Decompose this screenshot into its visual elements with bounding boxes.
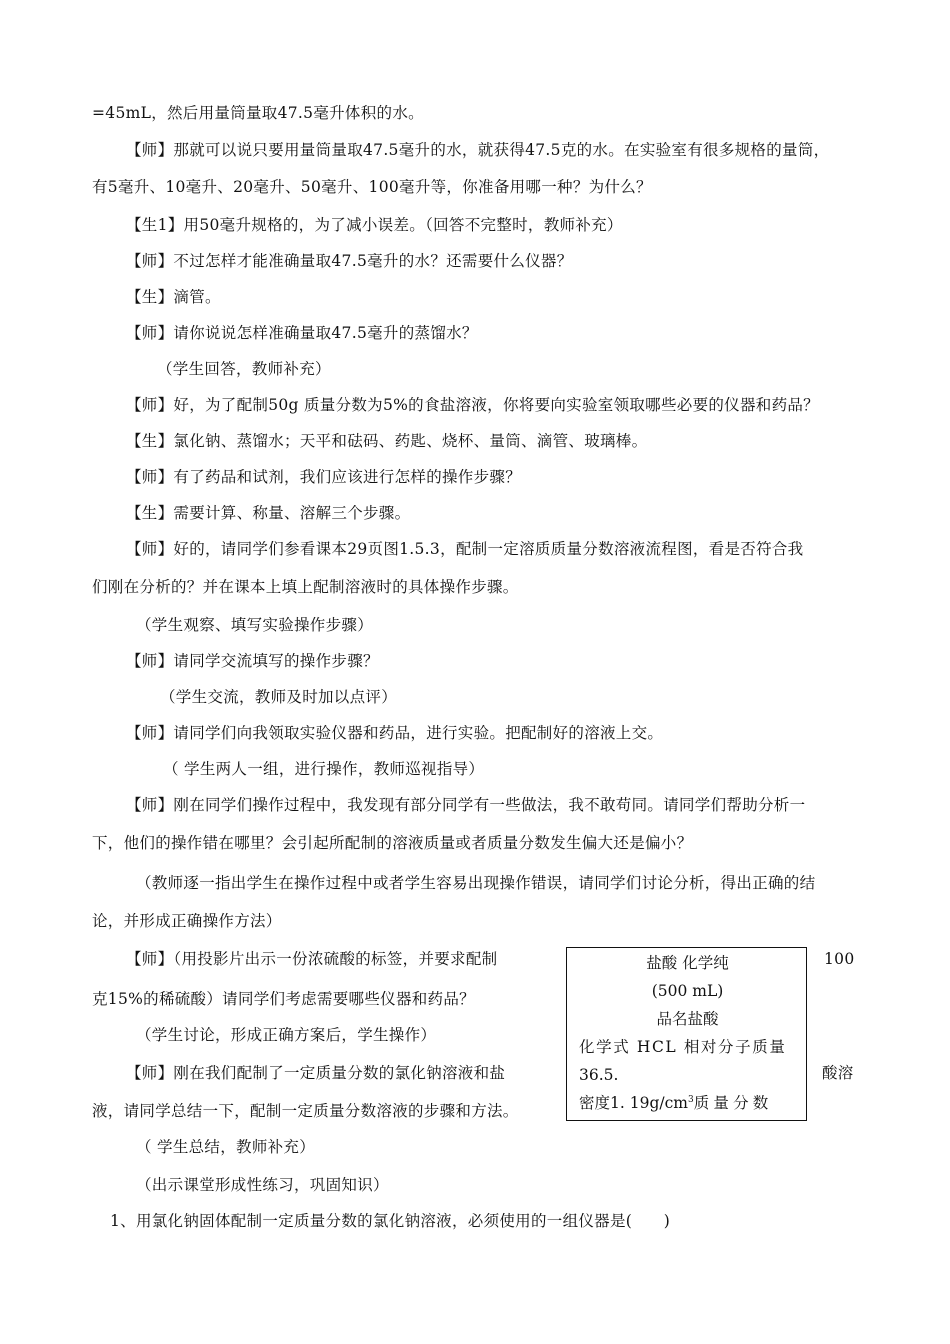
text-line: 下，他们的操作错在哪里？会引起所配制的溶液质量或者质量分数发生偏大还是偏小？ — [92, 834, 693, 852]
label-line: 36.5. — [579, 1066, 619, 1084]
label-line: (500 mL) — [651, 982, 724, 1000]
text-line: 克15%的稀硫酸）请同学们考虑需要哪些仪器和药品？ — [92, 990, 475, 1008]
text-line: 【师】请你说说怎样准确量取47.5毫升的蒸馏水？ — [126, 324, 478, 342]
text-line: 【生】需要计算、称量、溶解三个步骤。 — [126, 504, 411, 522]
text-line: 【师】好，为了配制50g 质量分数为5%的食盐溶液，你将要向实验室领取哪些必要的仪器和药品？ — [126, 396, 819, 414]
density-superscript: 3 — [687, 1094, 694, 1105]
text-line: 【师】刚在同学们操作过程中，我发现有部分同学有一些做法，我不敢苟同。请同学们帮助分析一 — [126, 796, 806, 814]
text-line: 【师】好的，请同学们参看课本29页图1.5.3，配制一定溶质质量分数溶液流程图，看是否符合我 — [126, 540, 804, 558]
mass-fraction-text: 质量分数 — [693, 1094, 773, 1112]
text-line: 【师】请同学交流填写的操作步骤？ — [126, 652, 379, 670]
text-line: 【师】有了药品和试剂，我们应该进行怎样的操作步骤？ — [126, 468, 522, 486]
text-line: （学生讨论，形成正确方案后，学生操作） — [136, 1026, 437, 1044]
text-line: 【师】请同学们向我领取实验仪器和药品，进行实验。把配制好的溶液上交。 — [126, 724, 664, 742]
label-line: 化学式 HCL 相对分子质量 — [579, 1038, 787, 1056]
text-line: （教师逐一指出学生在操作过程中或者学生容易出现操作错误，请同学们讨论分析，得出正确的结 — [136, 874, 816, 892]
density-text: 密度1. 19g/cm — [579, 1094, 688, 1112]
label-line: 品名盐酸 — [656, 1010, 719, 1028]
text-line: 酸溶 — [822, 1064, 854, 1082]
label-line — [579, 1093, 773, 1113]
text-line: 【生1】用50毫升规格的，为了减小误差。（回答不完整时，教师补充） — [126, 216, 623, 234]
text-line: 【师】刚在我们配制了一定质量分数的氯化钠溶液和盐 — [126, 1064, 506, 1082]
text-line: （学生回答，教师补充） — [157, 360, 331, 378]
text-line: 有5毫升、10毫升、20毫升、50毫升、100毫升等，你准备用哪一种？为什么？ — [92, 178, 652, 196]
text-line: 们刚在分析的？并在课本上填上配制溶液时的具体操作步骤。 — [92, 578, 519, 596]
text-line: 论，并形成正确操作方法） — [92, 912, 282, 930]
text-line: 【师】（用投影片出示一份浓硫酸的标签，并要求配制 — [126, 950, 498, 968]
text-line: （学生观察、填写实验操作步骤） — [136, 616, 374, 634]
text-line: （学生交流，教师及时加以点评） — [160, 688, 398, 706]
text-line: 【师】那就可以说只要用量筒量取47.5毫升的水，就获得47.5克的水。在实验室有很多规格的量筒， — [126, 141, 830, 159]
text-line: =45mL，然后用量筒量取47.5毫升体积的水。 — [92, 104, 424, 122]
text-line: 【生】滴管。 — [126, 288, 221, 306]
text-line: 【生】氯化钠、蒸馏水；天平和砝码、药匙、烧杯、量筒、滴管、玻璃棒。 — [126, 432, 648, 450]
reagent-label-box — [566, 947, 807, 1121]
label-line: 盐酸 化学纯 — [646, 954, 729, 972]
text-line: （ 学生两人一组，进行操作，教师巡视指导） — [163, 760, 485, 778]
text-line: （ 学生总结，教师补充） — [136, 1138, 316, 1156]
text-line: 1、用氯化钠固体配制一定质量分数的氯化钠溶液，必须使用的一组仪器是( ) — [110, 1212, 671, 1230]
text-line: 液，请同学总结一下，配制一定质量分数溶液的步骤和方法。 — [92, 1102, 519, 1120]
text-line: 【师】不过怎样才能准确量取47.5毫升的水？还需要什么仪器？ — [126, 252, 573, 270]
text-line: （出示课堂形成性练习，巩固知识） — [136, 1176, 389, 1194]
text-line: 100 — [824, 950, 855, 968]
